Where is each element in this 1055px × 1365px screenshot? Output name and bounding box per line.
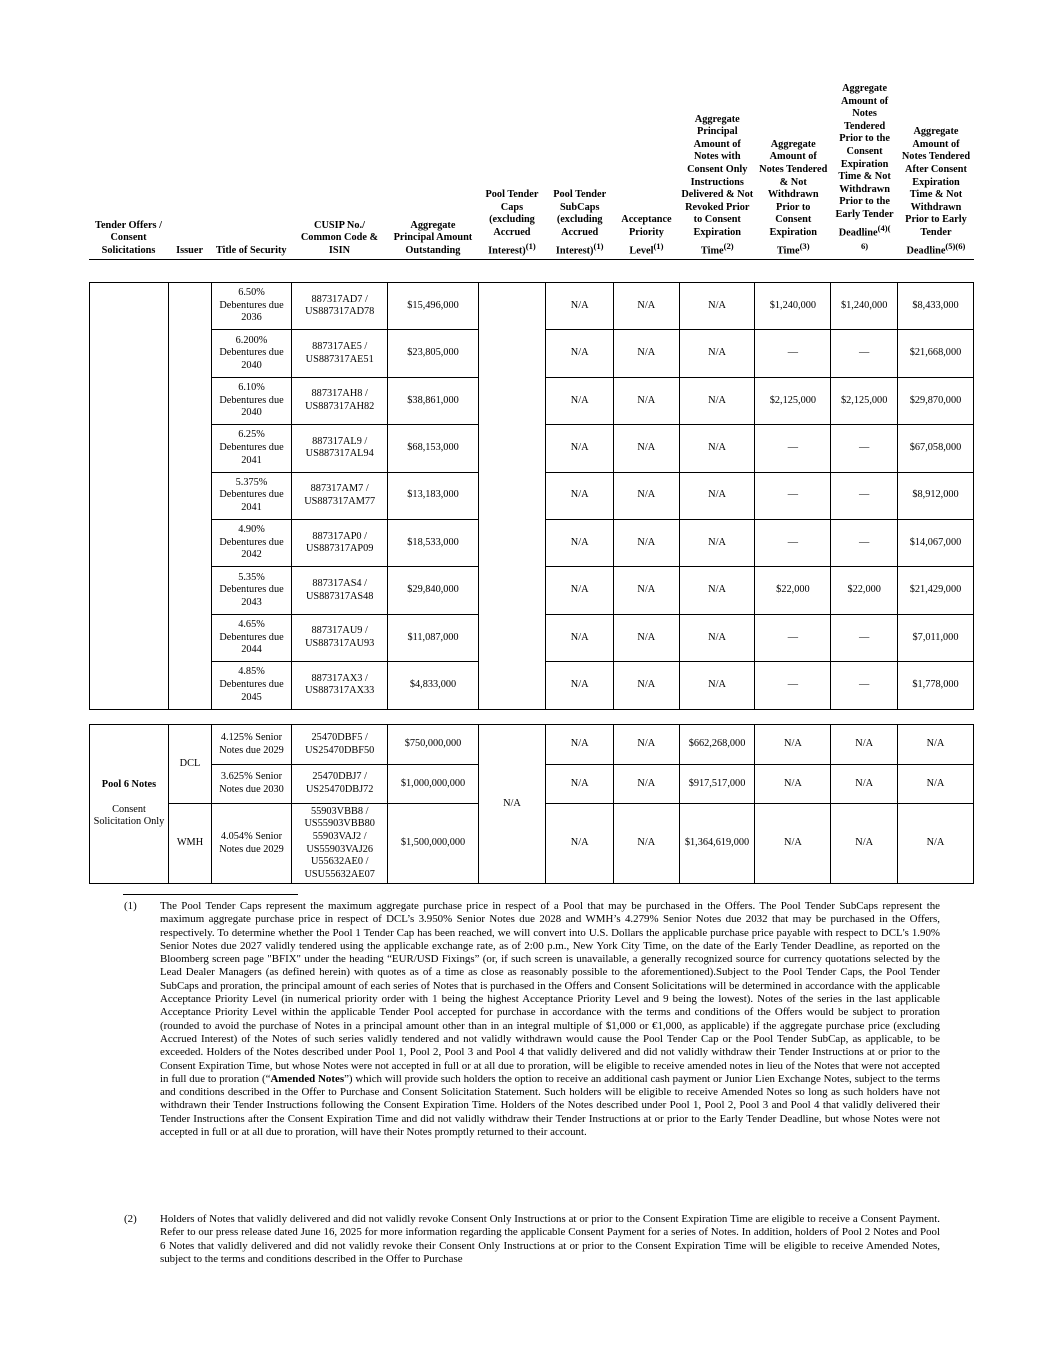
- cell-cusip: 887317AX3 / US887317AX33: [292, 662, 388, 709]
- cell-tendered-after: N/A: [898, 765, 974, 804]
- cell-title: 4.65% Debentures due 2044: [212, 614, 292, 661]
- cell-tendered-early: $22,000: [831, 567, 898, 614]
- header-consent-only: Aggregate Principal Amount of Notes with Consent Only Instructions Delivered & Not Revoked Prior to Consent Expiration Time$^{(2)}$: [679, 83, 755, 259]
- footnote-1-text: The Pool Tender Caps represent the maximum aggregate purchase price in respect of a Pool that may be purchased in the Offers. The Pool Tender SubCaps represent the maximum aggregate purchase price in respect of DCL’s 3.950% Senior Notes due 2028 and WMH’s 4.279% Senior Notes due 2032 that may be purchased in the Offers, respectively. To determine whether the Pool 1 Tender Cap has been reached, we will convert into U.S. Dollars the applicable purchase price payable with respect to DCL's 1.90% Senior Notes due 2027 validly tendered using the applicable exchange rate, as of 2:00 p.m., New York City Time, on the date of the Early Tender Deadline, as reported on the Bloomberg screen page "BFIX" under the heading “EUR/USD Fixings” (or, if such screen is unavailable, a generally recognized source for currency quotations selected by the Lead Dealer Managers (as defined herein) with quotes as of a time as close as reasonably possible to the aforementioned).Subject to the Pool Tender Caps, the Pool Tender SubCaps and proration, the principal amount of each series of Notes that is purchased in the Offers and Consent Solicitations will be determined in accordance with the applicable Acceptance Priority Level (in numerical priority order with 1 being the highest Acceptance Priority Level and 9 being the lowest). Notes of the series in the last applicable Acceptance Priority Level within the applicable Tender Pool accepted for purchase in accordance with the terms and conditions of the Offers would be subject to proration (rounded to avoid the purchase of Notes in a principal amount other than in an integral multiple of $1,000 or €1,000, as applicable) if the aggregate purchase price (excluding Accrued Interest) of the Notes of such series validly tendered and not validly withdrawn would cause the Pool Tender Cap or the Pool Tender SubCap, as applicable, to be exceeded. Holders of the Notes described under Pool 1, Pool 2, Pool 3 and Pool 4 that validly delivered and did not validly withdraw their Tender Instructions at or prior to the Consent Expiration Time, but whose Notes were not accepted in full or at all due to proration, will be eligible to receive amended notes in lieu of the Notes that were not accepted in full due to proration (“Amended Notes”) which will provide such holders the option to receive an additional cash payment or Junior Lien Exchange Notes, subject to the terms and conditions described in the Offer to Purchase and Consent Solicitation Statement. Such holders will be eligible to receive Amended Notes so long as such holders have not withdrawn their Tender Instructions following the Consent Expiration Time. Holders of the Notes described under Pool 1, Pool 2, Pool 3 and Pool 4 that validly delivered their Tender Instructions after the Consent Expiration Time and did not validly withdraw their Tender Instructions at or prior to the Early Tender Deadline, but whose Notes were not accepted in full or at all due to proration, will have their Notes promptly returned to their account.: [160, 900, 940, 1139]
- pool6-sublabel: Consent Solicitation Only: [93, 803, 165, 828]
- cell-title: 4.054% Senior Notes due 2029: [212, 804, 292, 884]
- cell-subcaps: N/A: [546, 765, 614, 804]
- cell-cusip: 55903VBB8 / US55903VBB80 55903VAJ2 / US55903VAJ26 U55632AE0 / USU55632AE07: [292, 804, 388, 884]
- cell-priority: N/A: [613, 472, 679, 519]
- header-acceptance-priority: Acceptance Priority Level$^{(1)}$: [614, 83, 680, 259]
- cell-outstanding: $4,833,000: [388, 662, 478, 709]
- cell-tendered-after: $67,058,000: [898, 425, 974, 472]
- cell-subcaps: N/A: [546, 725, 614, 765]
- pool6-label: Pool 6 Notes: [101, 779, 157, 791]
- cell-subcaps: N/A: [546, 283, 614, 330]
- cell-tendered-after: N/A: [898, 725, 974, 765]
- footnote-2-number: (2): [124, 1213, 137, 1225]
- cell-consent-only: N/A: [679, 662, 755, 709]
- pool6-label-cell: [90, 725, 169, 884]
- cell-tendered-after: $8,433,000: [898, 283, 974, 330]
- pool6-caps: N/A: [478, 725, 546, 884]
- cell-consent-only: N/A: [679, 425, 755, 472]
- cell-cusip: 887317AD7 / US887317AD78: [292, 283, 388, 330]
- cell-tendered-prior: N/A: [755, 725, 831, 765]
- cell-priority: N/A: [613, 614, 679, 661]
- header-cusip: CUSIP No./ Common Code & ISIN: [291, 83, 388, 259]
- cell-subcaps: N/A: [546, 472, 614, 519]
- cell-tendered-after: $7,011,000: [898, 614, 974, 661]
- cell-tendered-prior: N/A: [755, 804, 831, 884]
- cell-consent-only: $917,517,000: [679, 765, 755, 804]
- header-pool-tender-caps: Pool Tender Caps (excluding Accrued Interest)$^{(1)}$: [478, 83, 546, 259]
- cell-priority: N/A: [613, 662, 679, 709]
- cell-priority: N/A: [613, 283, 679, 330]
- cell-tendered-prior: $22,000: [755, 567, 831, 614]
- cell-priority: N/A: [613, 425, 679, 472]
- cell-tendered-after: $14,067,000: [898, 519, 974, 566]
- cell-consent-only: N/A: [679, 519, 755, 566]
- cell-consent-only: N/A: [679, 567, 755, 614]
- cell-tendered-prior: N/A: [755, 765, 831, 804]
- cell-tendered-after: $8,912,000: [898, 472, 974, 519]
- cell-outstanding: $23,805,000: [388, 330, 478, 377]
- pool6-issuer-wmh: WMH: [168, 804, 211, 884]
- cell-consent-only: N/A: [679, 283, 755, 330]
- footnote-1-number: (1): [124, 900, 137, 912]
- cell-tendered-after: $21,429,000: [898, 567, 974, 614]
- cell-tendered-prior: —: [755, 472, 831, 519]
- cell-tendered-prior: —: [755, 425, 831, 472]
- cell-tendered-early: N/A: [831, 725, 898, 765]
- cell-tendered-early: —: [831, 425, 898, 472]
- header-principal-outstanding: Aggregate Principal Amount Outstanding: [388, 83, 478, 259]
- header-tendered-after: Aggregate Amount of Notes Tendered After Consent Expiration Time & Not Withdrawn Prior to Early Tender Deadline$^{(5)(6)}$: [898, 83, 974, 259]
- cell-priority: N/A: [613, 330, 679, 377]
- cell-outstanding: $38,861,000: [388, 377, 478, 424]
- cell-outstanding: $1,500,000,000: [388, 804, 478, 884]
- cell-priority: N/A: [613, 765, 679, 804]
- cell-consent-only: N/A: [679, 377, 755, 424]
- header-pool-tender-subcaps: Pool Tender SubCaps (excluding Accrued Interest)$^{(1)}$: [546, 83, 614, 259]
- cell-tendered-early: N/A: [831, 804, 898, 884]
- cell-cusip: 887317AE5 / US887317AE51: [292, 330, 388, 377]
- cell-cusip: 25470DBJ7 / US25470DBJ72: [292, 765, 388, 804]
- cell-tendered-prior: $1,240,000: [755, 283, 831, 330]
- footnote-2-text: Holders of Notes that validly delivered and did not validly revoke Consent Only Instructions at or prior to the Consent Expiration Time are eligible to receive a Consent Payment. Refer to our press release dated June 16, 2025 for more information regarding the applicable Consent Payment for a series of Notes. In addition, holders of Pool 2 Notes and Pool 6 Notes that validly delivered and did not validly revoke their Consent Only Instructions at or prior to the Consent Expiration Time will be eligible to receive Amended Notes, subject to the terms and conditions described in the Offer to Purchase: [160, 1213, 940, 1265]
- cell-title: 6.50% Debentures due 2036: [212, 283, 292, 330]
- cell-tendered-after: $21,668,000: [898, 330, 974, 377]
- cell-consent-only: N/A: [679, 330, 755, 377]
- debentures-table: [89, 282, 974, 710]
- cell-tendered-early: —: [831, 472, 898, 519]
- cell-outstanding: $15,496,000: [388, 283, 478, 330]
- cell-tendered-prior: —: [755, 662, 831, 709]
- cell-outstanding: $68,153,000: [388, 425, 478, 472]
- header-tendered-prior: Aggregate Amount of Notes Tendered & Not Withdrawn Prior to Consent Expiration Time$^{(3)}$: [755, 83, 831, 259]
- footnote-2: [124, 1213, 940, 1266]
- cell-outstanding: $1,000,000,000: [388, 765, 478, 804]
- cell-tendered-after: N/A: [898, 804, 974, 884]
- cell-cusip: 887317AP0 / US887317AP09: [292, 519, 388, 566]
- cell-title: 6.25% Debentures due 2041: [212, 425, 292, 472]
- cell-tender-offer-empty: [90, 283, 169, 710]
- cell-subcaps: N/A: [546, 377, 614, 424]
- cell-tendered-early: $1,240,000: [831, 283, 898, 330]
- cell-cusip: 25470DBF5 / US25470DBF50: [292, 725, 388, 765]
- cell-cusip: 887317AH8 / US887317AH82: [292, 377, 388, 424]
- cell-tendered-early: $2,125,000: [831, 377, 898, 424]
- header-tender-offers: Tender Offers / Consent Solicitations: [89, 83, 168, 259]
- cell-title: 4.90% Debentures due 2042: [212, 519, 292, 566]
- cell-priority: N/A: [613, 804, 679, 884]
- cell-title: 5.35% Debentures due 2043: [212, 567, 292, 614]
- cell-tendered-early: —: [831, 519, 898, 566]
- footnote-1: [124, 900, 940, 1139]
- cell-tendered-after: $1,778,000: [898, 662, 974, 709]
- cell-subcaps: N/A: [546, 519, 614, 566]
- cell-outstanding: $13,183,000: [388, 472, 478, 519]
- cell-tendered-early: —: [831, 662, 898, 709]
- cell-cusip: 887317AU9 / US887317AU93: [292, 614, 388, 661]
- pool6-table: [89, 724, 974, 884]
- cell-cusip: 887317AM7 / US887317AM77: [292, 472, 388, 519]
- cell-consent-only: N/A: [679, 472, 755, 519]
- cell-cusip: 887317AL9 / US887317AL94: [292, 425, 388, 472]
- footnote-divider: [123, 894, 298, 895]
- cell-tendered-early: N/A: [831, 765, 898, 804]
- footnote-1-bold: Amended Notes: [270, 1072, 345, 1085]
- header-tendered-early: Aggregate Amount of Notes Tendered Prior to the Consent Expiration Time & Not Withdrawn Prior to the Early Tender Deadline$^{(4)(}$ $^{6)}$: [831, 83, 898, 259]
- cell-outstanding: $29,840,000: [388, 567, 478, 614]
- table-row: [90, 725, 974, 765]
- cell-outstanding: $750,000,000: [388, 725, 478, 765]
- cell-subcaps: N/A: [546, 804, 614, 884]
- cell-subcaps: N/A: [546, 614, 614, 661]
- cell-title: 6.10% Debentures due 2040: [212, 377, 292, 424]
- cell-consent-only: $662,268,000: [679, 725, 755, 765]
- cell-priority: N/A: [613, 567, 679, 614]
- cell-outstanding: $18,533,000: [388, 519, 478, 566]
- cell-tendered-prior: $2,125,000: [755, 377, 831, 424]
- cell-title: 6.200% Debentures due 2040: [212, 330, 292, 377]
- cell-subcaps: N/A: [546, 567, 614, 614]
- cell-tendered-early: —: [831, 330, 898, 377]
- cell-title: 3.625% Senior Notes due 2030: [212, 765, 292, 804]
- cell-title: 4.85% Debentures due 2045: [212, 662, 292, 709]
- cell-tendered-prior: —: [755, 330, 831, 377]
- cell-title: 4.125% Senior Notes due 2029: [212, 725, 292, 765]
- cell-pool-caps-empty: [478, 283, 546, 710]
- cell-cusip: 887317AS4 / US887317AS48: [292, 567, 388, 614]
- cell-tendered-prior: —: [755, 519, 831, 566]
- cell-subcaps: N/A: [546, 330, 614, 377]
- cell-tendered-after: $29,870,000: [898, 377, 974, 424]
- pool6-issuer-dcl: DCL: [168, 725, 211, 804]
- cell-tendered-prior: —: [755, 614, 831, 661]
- cell-issuer-empty: [168, 283, 211, 710]
- table-header: [89, 83, 974, 260]
- cell-consent-only: $1,364,619,000: [679, 804, 755, 884]
- cell-outstanding: $11,087,000: [388, 614, 478, 661]
- cell-title: 5.375% Debentures due 2041: [212, 472, 292, 519]
- debentures-table-body: [90, 283, 974, 710]
- cell-subcaps: N/A: [546, 425, 614, 472]
- header-issuer: Issuer: [168, 83, 211, 259]
- header-title-of-security: Title of Security: [211, 83, 291, 259]
- table-row: [90, 283, 974, 330]
- cell-priority: N/A: [613, 519, 679, 566]
- cell-subcaps: N/A: [546, 662, 614, 709]
- cell-priority: N/A: [613, 377, 679, 424]
- cell-priority: N/A: [613, 725, 679, 765]
- cell-tendered-early: —: [831, 614, 898, 661]
- cell-consent-only: N/A: [679, 614, 755, 661]
